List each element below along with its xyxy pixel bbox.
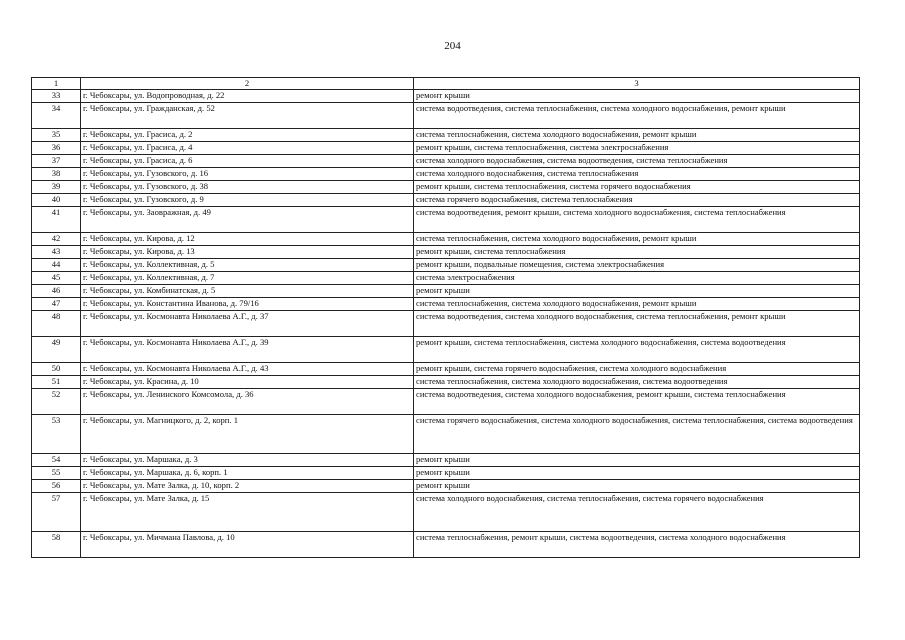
row-number: 42 [32,233,81,246]
column-number-2: 2 [81,78,414,90]
table-row [32,376,860,389]
row-works: ремонт крыши [414,285,860,298]
row-number: 52 [32,389,81,415]
row-works: система холодного водоснабжения, система водоотведения, система теплоснабжения [414,155,860,168]
row-address: г. Чебоксары, ул. Гражданская, д. 52 [81,103,414,129]
row-number: 56 [32,480,81,493]
row-address: г. Чебоксары, ул. Грасиса, д. 6 [81,155,414,168]
row-address: г. Чебоксары, ул. Кирова, д. 12 [81,233,414,246]
row-number: 38 [32,168,81,181]
table-row [32,181,860,194]
row-number: 50 [32,363,81,376]
row-address: г. Чебоксары, ул. Мичмана Павлова, д. 10 [81,532,414,558]
table-row [32,415,860,454]
row-works: система теплоснабжения, ремонт крыши, система водоотведения, система холодного водоснабжения [414,532,860,558]
row-address: г. Чебоксары, ул. Гузовского, д. 9 [81,194,414,207]
row-works: система теплоснабжения, система холодного водоснабжения, система водоотведения [414,376,860,389]
column-number-1: 1 [32,78,81,90]
row-number: 34 [32,103,81,129]
row-works: ремонт крыши [414,467,860,480]
row-works: ремонт крыши, система теплоснабжения, система холодного водоснабжения, система водоотведения [414,337,860,363]
row-number: 36 [32,142,81,155]
row-address: г. Чебоксары, ул. Космонавта Николаева А.Г., д. 37 [81,311,414,337]
row-number: 41 [32,207,81,233]
row-works: ремонт крыши, система теплоснабжения [414,246,860,259]
row-address: г. Чебоксары, ул. Космонавта Николаева А.Г., д. 43 [81,363,414,376]
row-address: г. Чебоксары, ул. Константина Иванова, д. 79/16 [81,298,414,311]
column-number-3: 3 [414,78,860,90]
table-row [32,389,860,415]
row-number: 44 [32,259,81,272]
row-address: г. Чебоксары, ул. Коллективная, д. 7 [81,272,414,285]
row-works: система горячего водоснабжения, система теплоснабжения [414,194,860,207]
table-row [32,129,860,142]
row-address: г. Чебоксары, ул. Магницкого, д. 2, корп. 1 [81,415,414,454]
row-number: 35 [32,129,81,142]
row-works: ремонт крыши [414,480,860,493]
table-row [32,285,860,298]
row-works: ремонт крыши [414,90,860,103]
row-number: 40 [32,194,81,207]
row-address: г. Чебоксары, ул. Маршака, д. 6, корп. 1 [81,467,414,480]
table-row [32,467,860,480]
table-row [32,480,860,493]
row-address: г. Чебоксары, ул. Коллективная, д. 5 [81,259,414,272]
row-number: 43 [32,246,81,259]
table-row [32,207,860,233]
table-row [32,298,860,311]
table-row [32,142,860,155]
row-number: 47 [32,298,81,311]
row-address: г. Чебоксары, ул. Водопроводная, д. 22 [81,90,414,103]
table-row [32,233,860,246]
row-works: система теплоснабжения, система холодного водоснабжения, ремонт крыши [414,233,860,246]
table-row [32,272,860,285]
row-works: система электроснабжения [414,272,860,285]
row-works: ремонт крыши, подвальные помещения, система электроснабжения [414,259,860,272]
table-row [32,259,860,272]
row-works: система теплоснабжения, система холодного водоснабжения, ремонт крыши [414,129,860,142]
table-row [32,311,860,337]
table-row [32,155,860,168]
table-row [32,363,860,376]
table-row [32,493,860,532]
row-address: г. Чебоксары, ул. Грасиса, д. 4 [81,142,414,155]
row-works: система холодного водоснабжения, система теплоснабжения, система горячего водоснабжения [414,493,860,532]
row-number: 55 [32,467,81,480]
row-works: система водоотведения, система холодного водоснабжения, система теплоснабжения, ремонт крыши [414,311,860,337]
row-address: г. Чебоксары, ул. Мате Залка, д. 15 [81,493,414,532]
row-number: 48 [32,311,81,337]
row-address: г. Чебоксары, ул. Кирова, д. 13 [81,246,414,259]
row-address: г. Чебоксары, ул. Маршака, д. 3 [81,454,414,467]
row-works: система горячего водоснабжения, система холодного водоснабжения, система теплоснабжения, система водоотведения [414,415,860,454]
row-address: г. Чебоксары, ул. Гузовского, д. 16 [81,168,414,181]
table-row [32,246,860,259]
row-number: 33 [32,90,81,103]
row-works: система водоотведения, ремонт крыши, система холодного водоснабжения, система теплоснабжения [414,207,860,233]
row-number: 53 [32,415,81,454]
row-address: г. Чебоксары, ул. Космонавта Николаева А.Г., д. 39 [81,337,414,363]
table-row [32,454,860,467]
row-works: ремонт крыши, система теплоснабжения, система горячего водоснабжения [414,181,860,194]
row-number: 58 [32,532,81,558]
table-row [32,337,860,363]
table-row [32,532,860,558]
page-number: 204 [444,40,461,52]
row-number: 49 [32,337,81,363]
row-address: г. Чебоксары, ул. Комбинатская, д. 5 [81,285,414,298]
row-works: ремонт крыши [414,454,860,467]
row-address: г. Чебоксары, ул. Красина, д. 10 [81,376,414,389]
table-row [32,194,860,207]
row-address: г. Чебоксары, ул. Грасиса, д. 2 [81,129,414,142]
row-address: г. Чебоксары, ул. Ленинского Комсомола, д. 36 [81,389,414,415]
row-number: 45 [32,272,81,285]
row-works: ремонт крыши, система теплоснабжения, система электроснабжения [414,142,860,155]
table-header-row [32,78,860,90]
table-row [32,90,860,103]
row-number: 51 [32,376,81,389]
repair-works-table [31,77,860,558]
row-works: система водоотведения, система холодного водоснабжения, ремонт крыши, система теплоснабжения [414,389,860,415]
row-works: система теплоснабжения, система холодного водоснабжения, ремонт крыши [414,298,860,311]
row-address: г. Чебоксары, ул. Гузовского, д. 38 [81,181,414,194]
row-works: система холодного водоснабжения, система теплоснабжения [414,168,860,181]
row-number: 54 [32,454,81,467]
row-works: система водоотведения, система теплоснабжения, система холодного водоснабжения, ремонт крыши [414,103,860,129]
row-address: г. Чебоксары, ул. Заовражная, д. 49 [81,207,414,233]
row-works: ремонт крыши, система горячего водоснабжения, система холодного водоснабжения [414,363,860,376]
table-row [32,168,860,181]
row-number: 37 [32,155,81,168]
row-number: 57 [32,493,81,532]
row-number: 39 [32,181,81,194]
row-address: г. Чебоксары, ул. Мате Залка, д. 10, корп. 2 [81,480,414,493]
table-row [32,103,860,129]
row-number: 46 [32,285,81,298]
